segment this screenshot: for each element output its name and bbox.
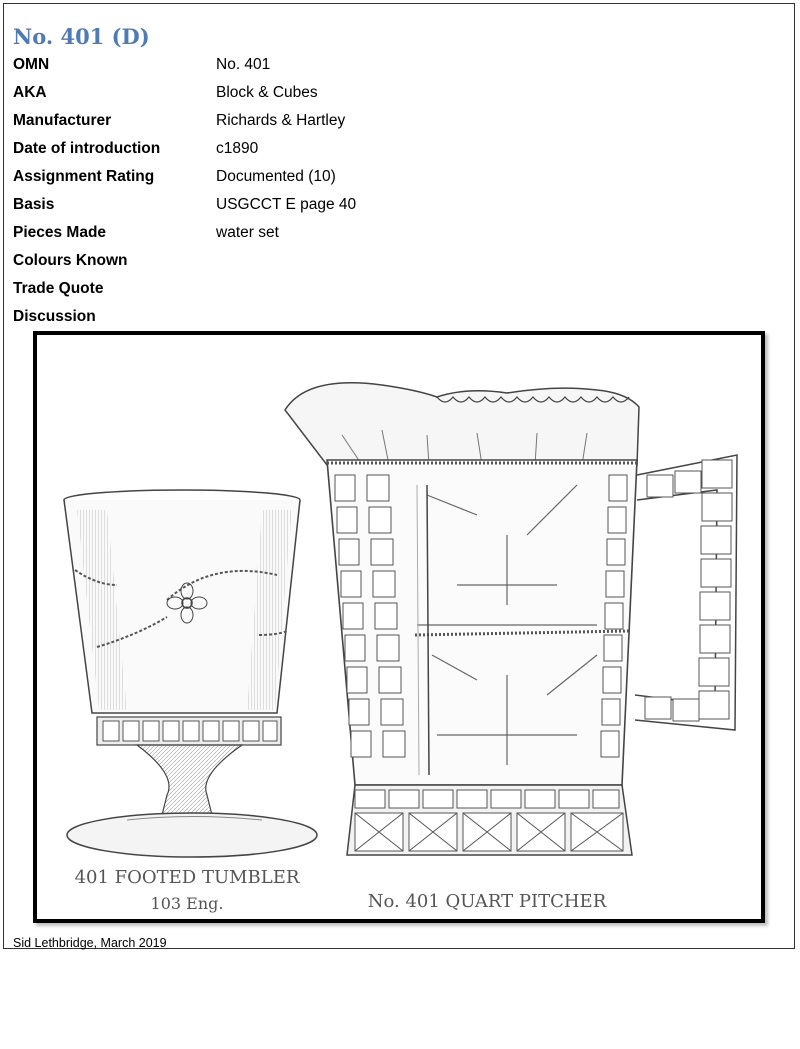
quart-pitcher-drawing (285, 383, 737, 912)
footer-credit: Sid Lethbridge, March 2019 (13, 936, 167, 950)
pitcher-caption: No. 401 QUART PITCHER (367, 891, 607, 912)
field-label: Pieces Made (13, 224, 107, 241)
field-label: AKA (13, 84, 47, 101)
footed-tumbler-drawing (64, 490, 317, 913)
field-value: water set (216, 224, 279, 241)
field-label: OMN (13, 56, 50, 73)
illustration-frame (33, 331, 765, 923)
field-value: Block & Cubes (216, 84, 318, 101)
page-title: No. 401 (D) (13, 24, 150, 49)
field-label: Assignment Rating (13, 168, 155, 185)
catalog-page (3, 3, 795, 949)
field-label: Basis (13, 196, 55, 213)
field-value: USGCCT E page 40 (216, 196, 357, 213)
field-value: No. 401 (216, 56, 271, 73)
field-label: Date of introduction (13, 140, 161, 157)
field-value: Documented (10) (216, 168, 336, 185)
tumbler-caption: 401 FOOTED TUMBLER (74, 867, 300, 888)
glassware-engraving (37, 335, 761, 919)
tumbler-engraving-number: 103 Eng. (150, 894, 224, 913)
field-label: Discussion (13, 308, 96, 325)
field-label: Manufacturer (13, 112, 112, 129)
field-value: c1890 (216, 140, 259, 157)
field-value: Richards & Hartley (216, 112, 346, 129)
field-label: Colours Known (13, 252, 128, 269)
field-label: Trade Quote (13, 280, 104, 297)
